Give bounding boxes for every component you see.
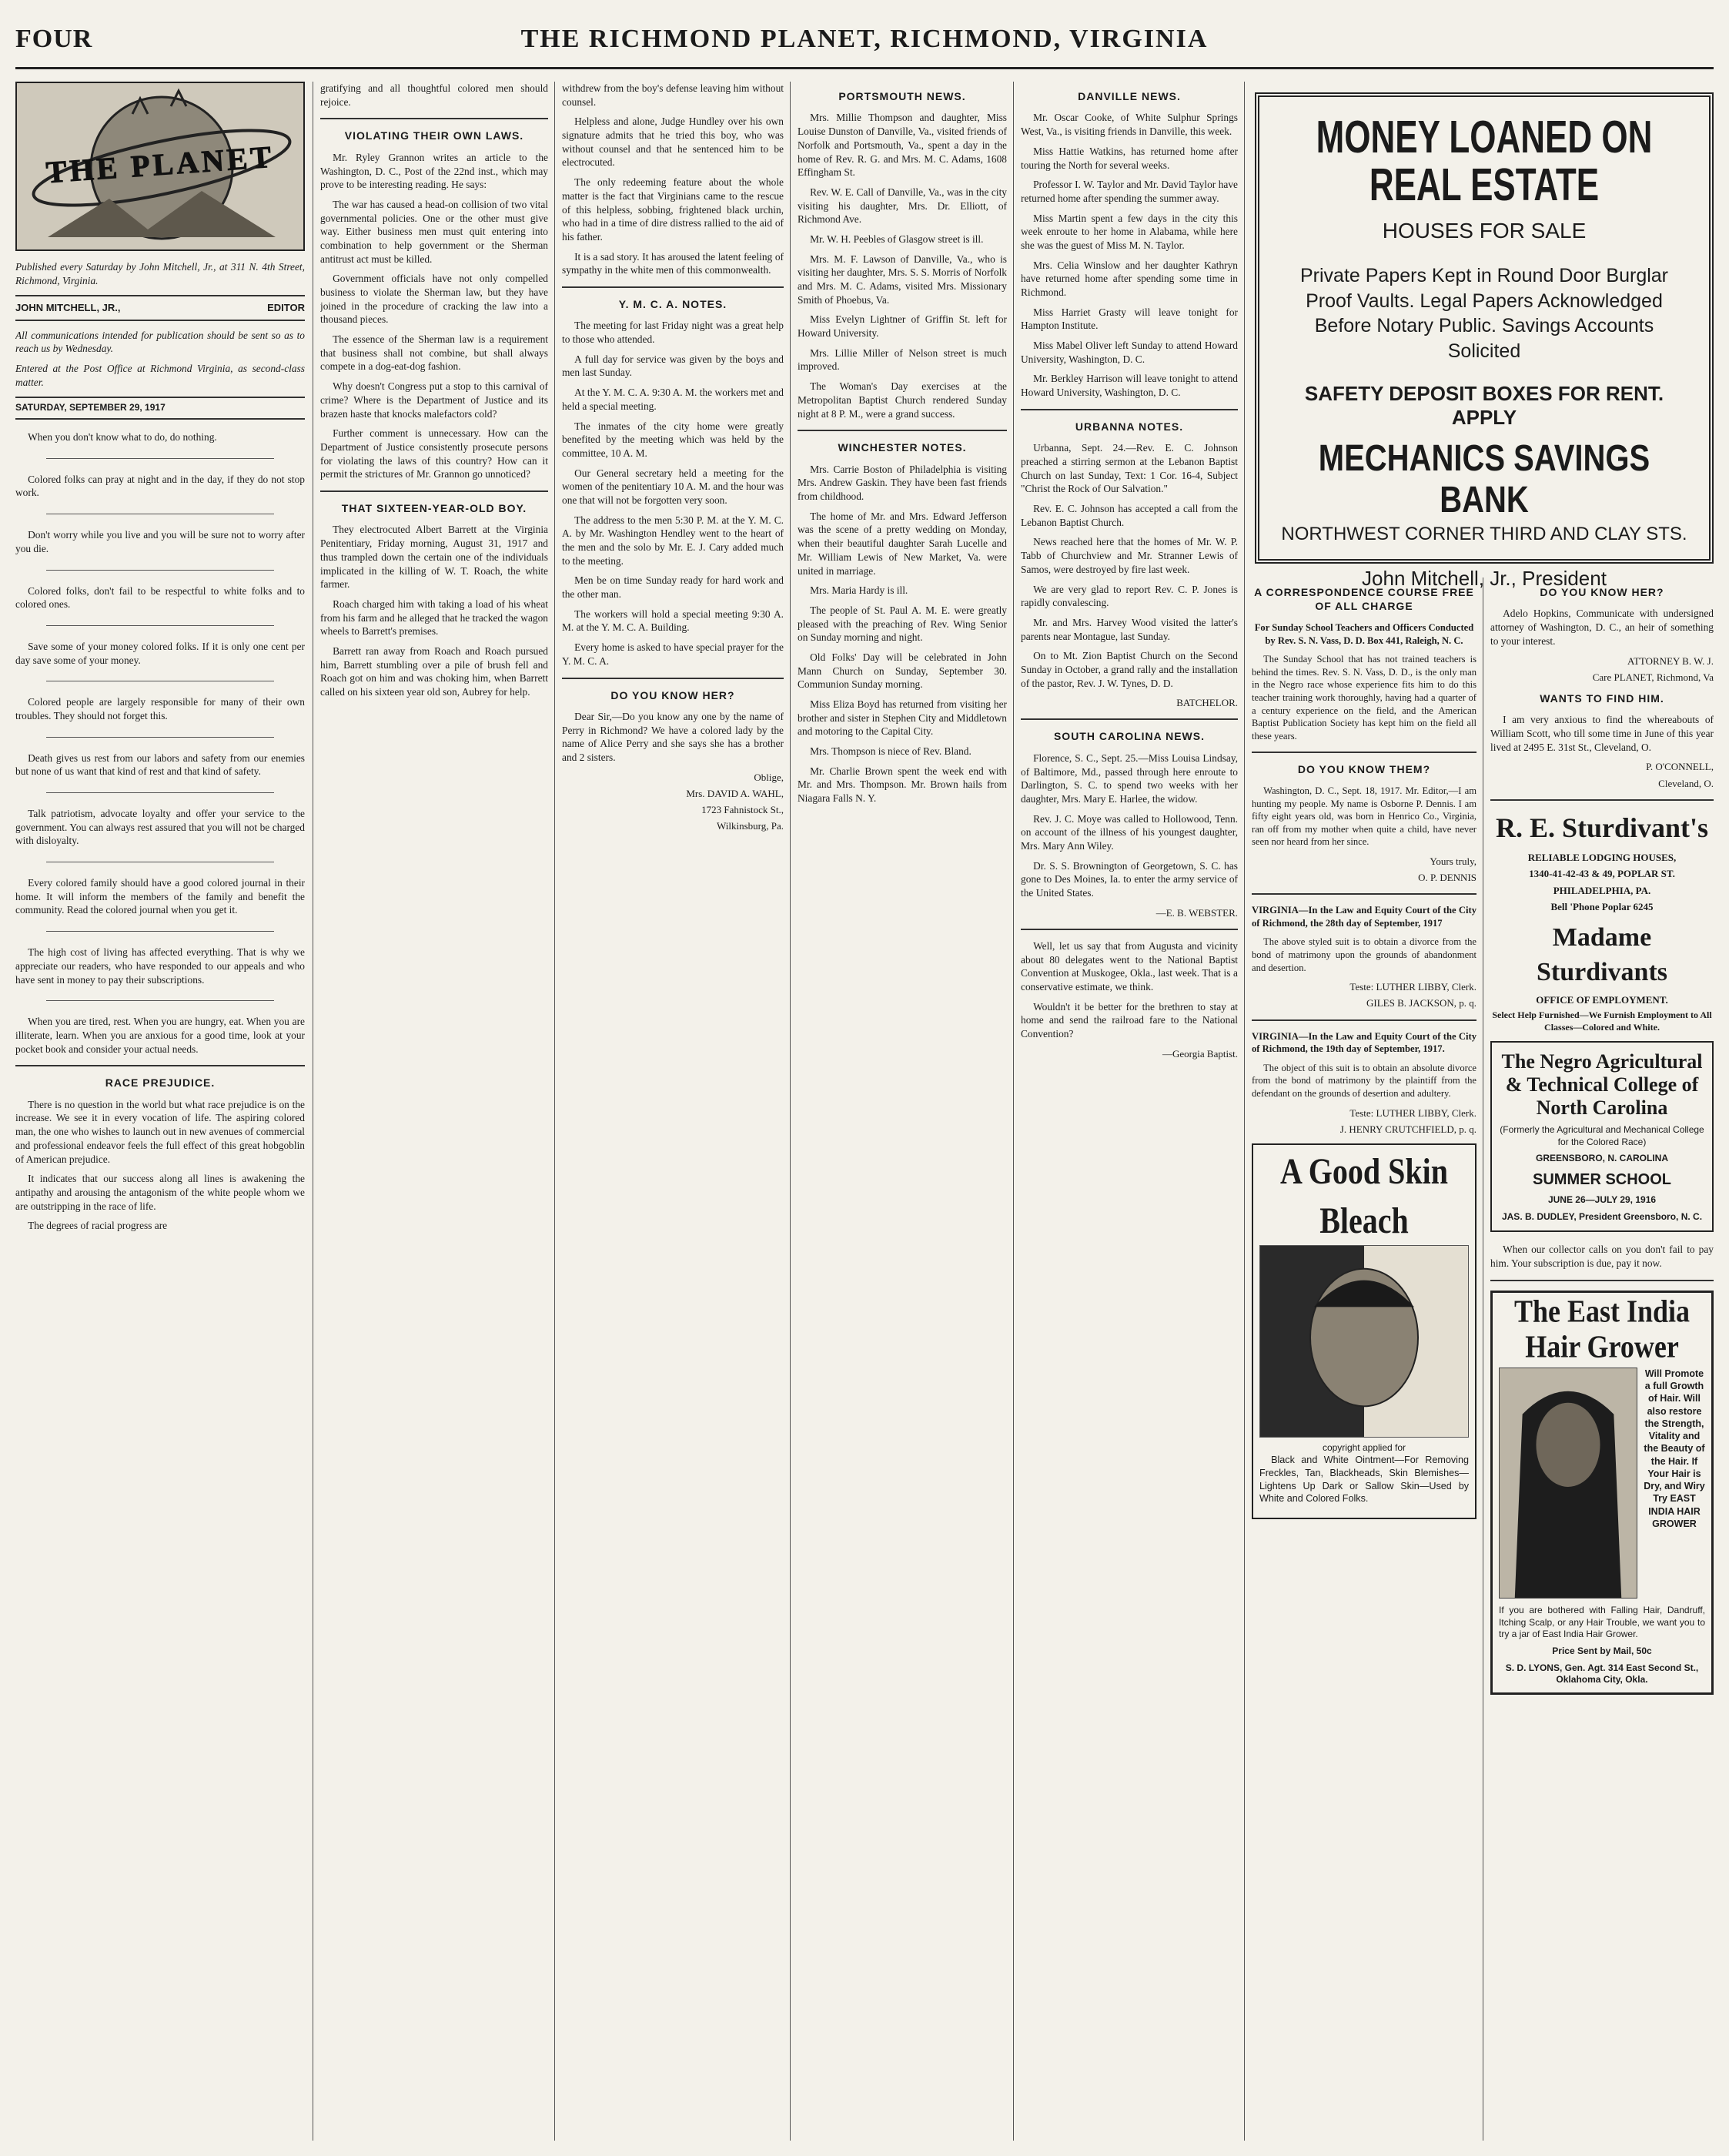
article-paragraph: Rev. J. C. Moye was called to Hollowood, Tenn. on account of the illness of his youngest daughter, Mrs. Mary Ann Wiley. (1021, 812, 1238, 852)
masthead-title: THE PLANET (45, 139, 276, 190)
article-paragraph: Wouldn't it be better for the brethren to stay at home and send the railroad fare to the National Convention? (1021, 1000, 1238, 1040)
ad-line: JUNE 26—JULY 29, 1916 (1547, 1194, 1657, 1206)
legal-paragraph: The object of this suit is to obtain an absolute divorce from the bond of matrimony by the plaintiff from the defendant on the grounds of desertion and adultery. (1252, 1062, 1477, 1100)
ad-line: PHILADELPHIA, PA. (1553, 884, 1651, 896)
column-5 (1021, 82, 1238, 2141)
article-paragraph: Mrs. Millie Thompson and daughter, Miss Louise Dunston of Danville, Va., visited friends of Norfolk and Portsmouth, Va., spent a day in the home of Rev. R. G. and Mrs. M. C. Adams, 1608 Effingham St. (798, 112, 1007, 179)
ad-phone: Bell 'Phone Poplar 6245 (1550, 900, 1654, 912)
signature: J. HENRY CRUTCHFIELD, p. q. (1339, 1123, 1477, 1135)
article-paragraph: On to Mt. Zion Baptist Church on the Second Sunday in October, a grand rally and the installation of the pastor, Rev. J. W. Tynes, D. D. (1021, 650, 1238, 689)
divider (15, 1065, 305, 1066)
editorial-paragraph: Colored folks, don't fail to be respectful to white folks and to colored ones. (15, 584, 305, 611)
article-paragraph: Mrs. Thompson is niece of Rev. Bland. (810, 745, 972, 758)
article-paragraph: News reached here that the homes of Mr. W. P. Tabb of Churchview and Mr. Stranner Lewis of Samos, were destroyed by fire last week. (1021, 536, 1238, 575)
ad-line: GREENSBORO, N. CAROLINA (1535, 1153, 1668, 1164)
bank-name: MECHANICS SAVINGS BANK (1318, 438, 1650, 521)
divider (46, 1000, 274, 1001)
ad-headline: The East India Hair Grower (1513, 1293, 1691, 1364)
college-advertisement (1490, 1041, 1714, 1232)
divider (320, 490, 548, 492)
issue-date: SATURDAY, SEPTEMBER 29, 1917 (15, 397, 305, 420)
column-6 (1252, 578, 1477, 2141)
article-paragraph: Mr. Ryley Grannon writes an article to the Washington, D. C., Post of the 22nd inst., which may prove to be interesting reading. He says: (320, 151, 548, 191)
signature: BATCHELOR. (1176, 697, 1238, 709)
article-paragraph: Dear Sir,—Do you know any one by the name of Perry in Richmond? We have a colored lady by the name of Alice Perry and she says she has a brother and 2 sisters. (562, 711, 784, 764)
divider (1252, 1019, 1477, 1021)
divider (320, 118, 548, 119)
editor-name: JOHN MITCHELL, JR., (15, 302, 121, 314)
page-number: FOUR (15, 25, 93, 53)
article-paragraph: There is no question in the world but what race prejudice is on the increase. We see it in every vocation of life. The aspiring colored man, the one who wishes to launch out in new avenues of commercial and professional endeavor feels the full effect of this great hobgoblin of American prejudice. (15, 1098, 305, 1165)
article-paragraph: Mr. Oscar Cooke, of White Sulphur Springs West, Va., is visiting friends in Danville, this week. (1021, 112, 1238, 138)
editorial-paragraph: Every colored family should have a good colored journal in their home. It will inform the members of the family and benefit the community. Read the colored journal when you get it. (15, 877, 305, 916)
column-2 (320, 82, 548, 2141)
article-paragraph: Miss Harriet Grasty will leave tonight for Hampton Institute. (1021, 306, 1238, 332)
article-paragraph: The inmates of the city home were greatly benefited by the meeting which was held by the committee, 10 A. M. (562, 420, 784, 459)
divider (46, 625, 274, 626)
article-paragraph: Mr. Berkley Harrison will leave tonight to attend Howard University, Washington, D. C. (1021, 373, 1238, 399)
editorial-paragraph: When you don't know what to do, do nothing. (28, 431, 217, 444)
signature: O. P. DENNIS (1418, 872, 1477, 884)
ad-headline: The Negro Agricultural & Technical College of North Carolina (1501, 1050, 1703, 1120)
editorial-paragraph: Colored folks can pray at night and in the day, if they do not stop work. (15, 473, 305, 499)
section-heading: THAT SIXTEEN-YEAR-OLD BOY. (341, 501, 527, 514)
article-paragraph: Florence, S. C., Sept. 25.—Miss Louisa Lindsay, of Baltimore, Md., passed through here enroute to Darlington, S. C. to spend two weeks with her daughter, Mrs. Mary E. Harlee, the widow. (1021, 752, 1238, 805)
article-paragraph: They electrocuted Albert Barrett at the Virginia Penitentiary, Friday morning, August 31, 1917 and thus trampled down the certain one of the individuals implicated in the killing of W. T. Roach, the white farmer. (320, 524, 548, 591)
article-paragraph: Why doesn't Congress put a stop to this carnival of crime? Where is the Department of Justice and its brazen haste that knocks malefactors cold? (320, 380, 548, 420)
ad-line: OFFICE OF EMPLOYMENT. (1536, 993, 1668, 1006)
section-heading: PORTSMOUTH NEWS. (838, 90, 966, 102)
employment-advertisement (1490, 921, 1714, 1034)
article-paragraph: Dr. S. S. Brownington of Georgetown, S. C. has gone to Des Moines, Ia. to enter the army service of the United States. (1021, 859, 1238, 899)
article-paragraph: Mrs. Lillie Miller of Nelson street is much improved. (798, 346, 1007, 373)
editorial-paragraph: Don't worry while you live and you will be sure not to worry after you die. (15, 529, 305, 554)
divider (562, 286, 784, 288)
divider (46, 792, 274, 793)
article-paragraph: Miss Martin spent a few days in the city this week enroute to her home in Alabama, while here she was the guest of Miss M. N. Taylor. (1021, 212, 1238, 251)
article-paragraph: The degrees of racial progress are (28, 1220, 168, 1232)
article-paragraph: Miss Hattie Watkins, has returned home after touring the North for several weeks. (1021, 145, 1238, 171)
portrait-illustration (1499, 1368, 1637, 1599)
signature: Yours truly, (1430, 855, 1477, 867)
ad-line: RELIABLE LODGING HOUSES, (1527, 852, 1677, 864)
signature: —Georgia Baptist. (1162, 1047, 1238, 1060)
column-7 (1490, 578, 1714, 2141)
editorial-paragraph: Colored people are largely responsible for many of their own troubles. They should not forget this. (15, 696, 305, 721)
divider (46, 737, 274, 738)
collector-note: When our collector calls on you don't fail to pay him. Your subscription is due, pay it now. (1490, 1244, 1714, 1270)
ad-price: Price Sent by Mail, 50c (1552, 1645, 1652, 1656)
legal-heading: VIRGINIA—In the Law and Equity Court of the City of Richmond, the 19th day of September, 1917. (1252, 1030, 1477, 1055)
section-heading: WINCHESTER NOTES. (838, 441, 967, 454)
divider (798, 430, 1007, 431)
signature: ATTORNEY B. W. J. (1627, 654, 1714, 667)
column-rule (1013, 82, 1014, 2141)
signature: Teste: LUTHER LIBBY, Clerk. (1349, 1106, 1477, 1119)
article-paragraph: Every home is asked to have special prayer for the Y. M. C. A. (562, 641, 784, 667)
article-paragraph: Rev. E. C. Johnson has accepted a call from the Lebanon Baptist Church. (1021, 503, 1238, 528)
section-heading: WANTS TO FIND HIM. (1540, 691, 1664, 705)
article-paragraph: Mrs. Celia Winslow and her daughter Kathryn have returned home after spending some time in Richmond. (1021, 259, 1238, 299)
editorial-paragraph: Talk patriotism, advocate loyalty and offer your service to the government. You can always rest assured that you will not be charged with disloyalty. (15, 808, 305, 847)
article-paragraph: Washington, D. C., Sept. 18, 1917. Mr. Editor,—I am hunting my people. My name is Osborne P. Dennis. I am fifty eight years old, was born in Henrico Co., Virginia, ran off from my mother when quite a child, have never seen nor heard from her since. (1252, 785, 1477, 848)
article-paragraph: Mrs. M. F. Lawson of Danville, Va., who is visiting her daughter, Mrs. S. S. Morris of Norfolk and Mrs. M. C. Adams, visited Mrs. Missionary Smith of Phoebus, Va. (798, 253, 1007, 306)
divider (562, 678, 784, 679)
article-paragraph: Rev. W. E. Call of Danville, Va., was in the city visiting his daughter, Mrs. Dr. Elliott, of Richmond Ave. (798, 186, 1007, 226)
article-paragraph: withdrew from the boy's defense leaving him without counsel. (562, 82, 784, 108)
article-paragraph: I am very anxious to find the whereabouts of William Scott, who till some time in June of this year lived at 2495 E. 31st St., Cleveland, O. (1490, 714, 1714, 753)
section-heading: RACE PREJUDICE. (105, 1076, 216, 1090)
entered-note: Entered at the Post Office at Richmond Virginia, as second-class matter. (15, 362, 305, 388)
column-rule (554, 82, 555, 2141)
ad-agent: S. D. LYONS, Gen. Agt. 314 East Second St., Oklahoma City, Okla. (1505, 1662, 1699, 1686)
editor-line (15, 295, 305, 320)
article-paragraph: Our General secretary held a meeting for the women of the penitentiary 10 A. M. and the hour was one that will not be forgotten very soon. (562, 467, 784, 506)
publisher-note: Published every Saturday by John Mitchell, Jr., at 311 N. 4th Street, Richmond, Virginia. (15, 261, 305, 286)
article-paragraph: We are very glad to report Rev. C. P. Jones is rapidly convalescing. (1021, 583, 1238, 609)
section-subheading: For Sunday School Teachers and Officers Conducted by Rev. S. N. Vass, D. D. Box 441, Raleigh, N. C. (1254, 621, 1474, 646)
ad-line: SUMMER SCHOOL (1533, 1170, 1671, 1188)
article-paragraph: Government officials have not only compelled business to violate the Sherman law, but they have joined in the procedure of cracking the law into a thousand pieces. (320, 273, 548, 326)
section-heading: DO YOU KNOW HER? (610, 688, 735, 701)
newspaper-page (15, 8, 1714, 2148)
masthead-illustration (15, 82, 305, 251)
article-paragraph: Mr. Charlie Brown spent the week end with Mr. and Mrs. Thompson. Mr. Brown hails from Niagara Falls N. Y. (798, 765, 1007, 805)
ad-line: JAS. B. DUDLEY, President Greensboro, N. C. (1501, 1210, 1703, 1222)
article-paragraph: The only redeeming feature about the whole matter is the fact that Virginians came to the rescue of this helpless, sobbing, frightened black urchin, who had in a time of dire distress rallied to the aid of his father. (562, 176, 784, 243)
editorial-paragraph: Death gives us rest from our labors and safety from our enemies but none of us want that kind of rest and that kind of safety. (15, 752, 305, 778)
divider (1490, 1280, 1714, 1281)
signature: Care PLANET, Richmond, Va (1592, 671, 1714, 683)
article-paragraph: The Woman's Day exercises at the Metropolitan Baptist Church rendered Sunday night at 8 P. M., were a grand success. (798, 380, 1007, 420)
column-4 (798, 82, 1007, 2141)
signature: Teste: LUTHER LIBBY, Clerk. (1349, 981, 1477, 993)
face-profile-icon (1260, 1246, 1468, 1437)
bank-advertisement (1255, 92, 1714, 591)
signature: Mrs. DAVID A. WAHL, (686, 787, 784, 799)
ad-deposit-line: SAFETY DEPOSIT BOXES FOR RENT. APPLY (1304, 382, 1664, 430)
ad-subheading: HOUSES FOR SALE (1382, 219, 1587, 243)
divider (46, 570, 274, 571)
article-paragraph: It indicates that our success along all lines is awakening the antipathy and arousing the antagonism of the white people whom we are outstripping in the race of life. (15, 1173, 305, 1212)
signature: —E. B. WEBSTER. (1155, 906, 1238, 919)
paper-title: THE RICHMOND PLANET, RICHMOND, VIRGINIA (520, 25, 1209, 53)
article-paragraph: Helpless and alone, Judge Hundley over his own signature admits that he tried this boy, who was without counsel and that he sentenced him to be electrocuted. (562, 116, 784, 169)
article-paragraph: A full day for service was given by the boys and men last Sunday. (562, 353, 784, 379)
divider (1252, 893, 1477, 895)
ad-line: 1340-41-42-43 & 49, POPLAR ST. (1529, 868, 1675, 880)
article-paragraph: At the Y. M. C. A. 9:30 A. M. the workers met and held a special meeting. (562, 387, 784, 412)
article-paragraph: Urbanna, Sept. 24.—Rev. E. C. Johnson preached a stirring sermon at the Lebanon Baptist Church on last Sunday, Text: 1 Cor. 16-4, Subject "Christ the Rock of Our Salvation." (1021, 442, 1238, 495)
article-paragraph: The home of Mr. and Mrs. Edward Jefferson was the scene of a pretty wedding on Monday, when their beautiful daughter Sarah Lucelle and Mr. William Lewis of New Market, Va. were united in marriage. (798, 510, 1007, 577)
signature: Wilkinsburg, Pa. (717, 820, 784, 832)
signature: Cleveland, O. (1658, 777, 1714, 789)
woman-portrait-icon (1500, 1368, 1637, 1598)
ad-line: (Formerly the Agricultural and Mechanical College for the Colored Race) (1500, 1124, 1704, 1147)
section-heading: DANVILLE NEWS. (1078, 90, 1181, 102)
article-paragraph: Mrs. Carrie Boston of Philadelphia is visiting Mrs. Andrew Gaskin. They have been fast friends from childhood. (798, 463, 1007, 503)
signature: P. O'CONNELL, (1646, 761, 1714, 773)
article-paragraph: It is a sad story. It has aroused the latent feeling of sympathy in the white men of this commonwealth. (562, 250, 784, 276)
article-paragraph: Men be on time Sunday ready for hard work and the other man. (562, 574, 784, 601)
editorial-paragraph: The high cost of living has affected everything. That is why we appreciate our readers, who have responded to our appeals and who have sent in money to pay their subscriptions. (15, 946, 305, 986)
article-paragraph: Miss Mabel Oliver left Sunday to attend Howard University, Washington, D. C. (1021, 340, 1238, 365)
article-paragraph: The essence of the Sherman law is a requirement that business shall not combine, but shall always compete in a dog-eat-dog fashion. (320, 333, 548, 373)
article-paragraph: Adelo Hopkins, Communicate with undersigned attorney of Washington, D. C., an heir of something to your interest. (1490, 608, 1714, 647)
signature: 1723 Fahnistock St., (701, 804, 784, 816)
section-heading: VIOLATING THEIR OWN LAWS. (344, 129, 524, 142)
article-paragraph: Well, let us say that from Augusta and vicinity about 80 delegates went to the National Baptist Convention at Muskogee, Okla., last week. That is a conservative estimate, we think. (1021, 939, 1238, 993)
section-heading: SOUTH CAROLINA NEWS. (1053, 730, 1206, 743)
divider (1490, 799, 1714, 801)
article-paragraph: gratifying and all thoughtful colored men should rejoice. (320, 82, 548, 108)
bank-president: John Mitchell, Jr., President (1362, 567, 1607, 591)
article-paragraph: The workers will hold a special meeting 9:30 A. M. at the Y. M. C. A. Building. (562, 608, 784, 634)
signature: Oblige, (754, 771, 784, 783)
column-rule (1244, 82, 1245, 2141)
ad-line: Select Help Furnished—We Furnish Employment to All Classes—Colored and White. (1492, 1009, 1712, 1033)
article-paragraph: Miss Eliza Boyd has returned from visiting her brother and sister in Stephen City and Middletown and motoring to the Capital City. (798, 698, 1007, 738)
divider (46, 931, 274, 932)
article-paragraph: Roach charged him with taking a load of his wheat from his farm and he alleged that he tracked the wagon wheels to Barrett's premises. (320, 598, 548, 638)
article-paragraph: Miss Evelyn Lightner of Griffin St. left for Howard University. (798, 313, 1007, 340)
section-heading: Y. M. C. A. NOTES. (618, 297, 727, 310)
portrait-illustration (1259, 1245, 1469, 1438)
article-paragraph: Mr. and Mrs. Harvey Wood visited the latter's parents near Montague, last Sunday. (1021, 616, 1238, 642)
divider (1021, 929, 1238, 930)
ad-pitch: Will Promote a full Growth of Hair. Will also restore the Strength, Vitality and the Beauty of the Hair. If Your Hair is Dry, and Wiry Try EAST INDIA HAIR GROWER (1644, 1368, 1705, 1529)
ad-headline: Madame Sturdivants (1536, 922, 1668, 986)
divider (46, 458, 274, 459)
editorial-paragraph: Save some of your money colored folks. If it is only one cent per day save some of your money. (15, 640, 305, 666)
running-head (15, 8, 1714, 69)
ad-headline: A Good Skin Bleach (1280, 1150, 1448, 1241)
article-paragraph: Old Folks' Day will be celebrated in John Mann Church on Sunday, September 30. Communion Sunday morning. (798, 651, 1007, 691)
article-paragraph: Professor I. W. Taylor and Mr. David Taylor have returned home after spending the summer away. (1021, 179, 1238, 204)
ad-headline: R. E. Sturdivant's (1495, 812, 1709, 843)
article-paragraph: The Sunday School that has not trained teachers is behind the times. Rev. S. N. Vass, D. D., is the only man in the Negro race whose experience fits him to do this teacher training work thoroughly, having had a quarter of a century experience on the field, and the American Baptist Publication Society has kept him on the field all these years. (1252, 654, 1477, 742)
lodging-advertisement (1490, 810, 1714, 913)
section-heading: URBANNA NOTES. (1075, 420, 1184, 433)
editorial-paragraph: When you are tired, rest. When you are hungry, eat. When you are illiterate, learn. When you are anxious for a good time, look at your pocket book and consider your actual needs. (15, 1016, 305, 1055)
divider (1021, 718, 1238, 720)
column-3 (562, 82, 784, 2141)
article-paragraph: The address to the men 5:30 P. M. at the Y. M. C. A. by Mr. Washington Hendley went to the heart of the men and the solo by Mr. E. J. Cary added much to the meeting. (562, 514, 784, 567)
column-rule (790, 82, 791, 2141)
bank-address: NORTHWEST CORNER THIRD AND CLAY STS. (1281, 524, 1687, 545)
ad-body: Private Papers Kept in Round Door Burglar Proof Vaults. Legal Papers Acknowledged Before Notary Public. Savings Accounts Solicited (1299, 265, 1669, 362)
article-paragraph: Mr. W. H. Peebles of Glasgow street is ill. (810, 233, 984, 245)
section-heading: DO YOU KNOW HER? (1540, 586, 1664, 598)
ad-body: Black and White Ointment—For Removing Freckles, Tan, Blackheads, Skin Blemishes—Lightens Up Dark or Sallow Skin—Used by White and Colored Folks. (1259, 1455, 1469, 1505)
article-paragraph: The meeting for last Friday night was a great help to those who attended. (562, 320, 784, 346)
section-heading: DO YOU KNOW THEM? (1297, 763, 1431, 776)
communications-note: All communications intended for publication should be sent so as to reach us by Wednesday. (15, 329, 305, 355)
ad-body: If you are bothered with Falling Hair, Dandruff, Itching Scalp, or any Hair Trouble, we want you to try a jar of East India Hair Grower. (1499, 1604, 1705, 1640)
hair-grower-advertisement (1490, 1291, 1714, 1695)
article-paragraph: Barrett ran away from Roach and Roach pursued him, Barrett stumbling over a pile of brush fell and Roach got on him and was choking him, when Barrett called on his sixteen year old son, Aubrey for help. (320, 644, 548, 698)
skin-bleach-advertisement (1252, 1143, 1477, 1519)
divider (1252, 752, 1477, 753)
divider (1021, 409, 1238, 410)
column-1 (15, 82, 305, 2141)
ad-headline: MONEY LOANED ON REAL ESTATE (1316, 112, 1653, 211)
article-paragraph: Further comment is unnecessary. How can the Department of Justice consistently prosecute persons for violating the laws of this country? How can it permit the strictures of Mr. Grannon go unnoticed? (320, 427, 548, 480)
section-heading: A CORRESPONDENCE COURSE FREE OF ALL CHARGE (1254, 586, 1474, 613)
article-paragraph: The people of St. Paul A. M. E. were greatly pleased with the preaching of Rev. Wing Senior on Sunday morning and night. (798, 604, 1007, 644)
legal-paragraph: The above styled suit is to obtain a divorce from the bond of matrimony upon the grounds of abandonment and desertion. (1252, 936, 1477, 973)
signature: GILES B. JACKSON, p. q. (1366, 997, 1477, 1009)
ad-caption: copyright applied for (1322, 1441, 1406, 1453)
editor-role: EDITOR (267, 302, 305, 314)
article-paragraph: Mrs. Maria Hardy is ill. (810, 584, 908, 597)
article-paragraph: The war has caused a head-on collision of two vital governmental policies. One or the other must give way. Either business men must quit entering into combination to help government or the Sherman antitrust act must be killed. (320, 198, 548, 265)
legal-heading: VIRGINIA—In the Law and Equity Court of the City of Richmond, the 28th day of September, 1917 (1252, 905, 1477, 929)
